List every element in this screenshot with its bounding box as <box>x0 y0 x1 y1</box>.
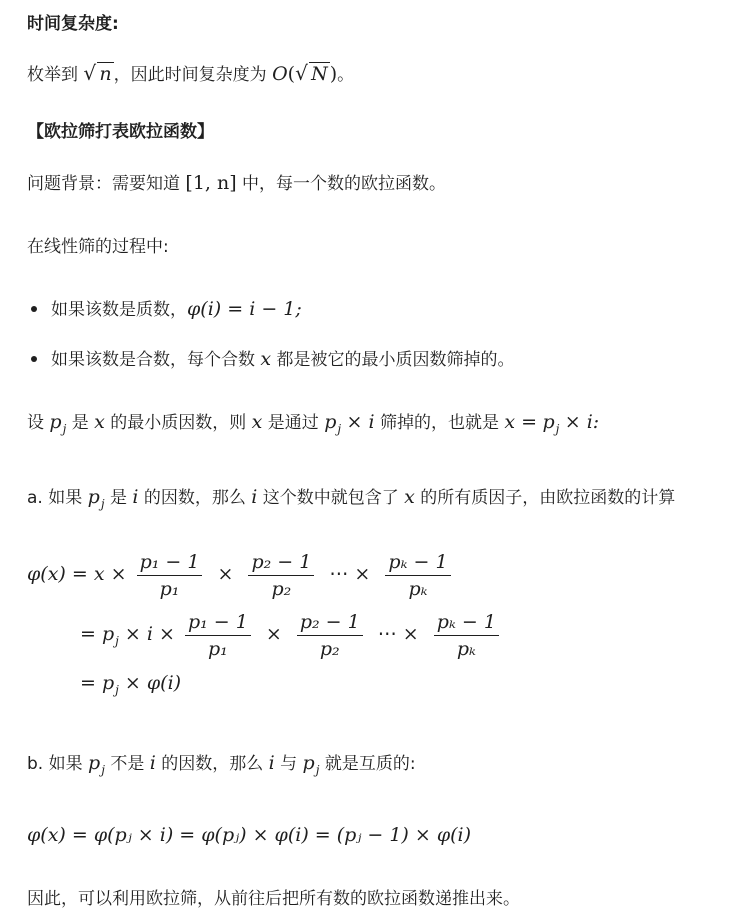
enum-suffix: 。 <box>337 65 355 85</box>
fraction-pk: $\frac{\text{pₖ − 1}}{\text{pₖ}}$ <box>385 550 450 600</box>
radical-icon: √ <box>295 61 308 85</box>
bullet-prime <box>51 297 302 322</box>
set-t1: 设 <box>27 413 44 433</box>
linear-sieve-intro: 在线性筛的过程中: <box>27 237 169 257</box>
pj: $p_j$ <box>87 486 105 511</box>
fraction-pk: $\frac{\text{pₖ − 1}}{\text{pₖ}}$ <box>434 610 499 660</box>
sqrt-N: √ N <box>295 61 328 85</box>
dots-op: ⋯ × <box>377 623 419 645</box>
conclusion: 因此，可以利用欧拉筛，从前往后把所有数的欧拉函数递推出来。 <box>27 889 520 909</box>
background-prefix: 问题背景：需要知道 <box>27 174 180 194</box>
case-a-t3: 的因数，那么 <box>143 488 246 508</box>
eq3-tail: × φ(i) <box>124 672 182 694</box>
x-var: x <box>404 486 415 508</box>
case-b-t4: 与 <box>280 754 298 774</box>
equation-b: φ(x) = φ(pⱼ × i) = φ(pⱼ) × φ(i) = (pⱼ − 1) × φ(i) <box>27 824 472 846</box>
set-t4: 是通过 <box>267 413 319 433</box>
case-a-t2: 是 <box>109 488 127 508</box>
background-line <box>27 171 446 196</box>
sqrt-n: √ n <box>83 61 112 85</box>
pj: $p_j$ <box>542 411 560 436</box>
x-eq: x = <box>504 411 538 433</box>
case-b-line <box>27 751 416 777</box>
set-end: × i: <box>564 411 600 433</box>
enum-line <box>27 62 354 87</box>
fraction-p2: $\frac{\text{p₂ − 1}}{\text{p₂}}$ <box>297 610 363 660</box>
bullet-after: 都是被它的最小质因数筛掉的。 <box>276 350 515 370</box>
eq2-lhs: = $p_j$ <box>80 623 119 648</box>
i-var: i <box>268 752 275 774</box>
equation-line-3 <box>80 672 182 697</box>
bullet-text: 如果该数是合数，每个合数 <box>51 350 255 370</box>
x-var: x <box>251 411 263 433</box>
equation-line-2 <box>80 610 503 660</box>
range-math: [1, n] <box>185 172 237 194</box>
bullet-dot-icon <box>31 356 37 362</box>
case-a-label: a. 如果 <box>27 488 83 508</box>
pj: $p_j$ <box>324 411 342 436</box>
big-o: O <box>272 63 288 85</box>
eq2-mid: × i × <box>124 623 175 645</box>
radical-icon: √ <box>83 61 97 85</box>
pj: $p_j$ <box>88 752 105 777</box>
eq1-lhs: φ(x) = x × <box>27 563 127 585</box>
case-a-line <box>27 485 675 511</box>
equation-line-1 <box>27 550 455 600</box>
case-b-t5: 就是互质的: <box>324 754 416 774</box>
set-line <box>27 410 599 436</box>
set-t2: 是 <box>71 413 89 433</box>
enum-prefix: 枚举到 <box>27 65 78 85</box>
fraction-p1: $\frac{\text{p₁ − 1}}{\text{p₁}}$ <box>185 610 251 660</box>
times-op: × <box>217 563 234 585</box>
section-title: 【欧拉筛打表欧拉函数】 <box>27 122 214 142</box>
set-t5: 筛掉的，也就是 <box>379 413 499 433</box>
fraction-p1: $\frac{\text{p₁ − 1}}{\text{p₁}}$ <box>137 550 203 600</box>
pj: $p_j$ <box>302 752 320 777</box>
bullet-dot-icon <box>31 306 37 312</box>
pj: $p_j$ <box>49 411 67 436</box>
paren-open: ( <box>287 63 296 85</box>
case-b-label: b. 如果 <box>27 754 83 774</box>
times-i: × i <box>346 411 375 433</box>
bullet-math: x <box>260 348 272 370</box>
times-op: × <box>265 623 282 645</box>
set-t3: 的最小质因数，则 <box>110 413 247 433</box>
case-a-t4: 这个数中就包含了 <box>262 488 399 508</box>
paren-close: ) <box>329 63 338 85</box>
dots-op: ⋯ × <box>329 563 371 585</box>
bullet-text: 如果该数是质数， <box>51 300 187 320</box>
case-a-t5: 的所有质因子，由欧拉函数的计算 <box>420 488 676 508</box>
background-suffix: 中，每一个数的欧拉函数。 <box>242 174 447 194</box>
bullet-math: φ(i) = i − 1; <box>187 298 302 320</box>
i-var: i <box>251 486 258 508</box>
fraction-p2: $\frac{\text{p₂ − 1}}{\text{p₂}}$ <box>248 550 314 600</box>
enum-middle: ，因此时间复杂度为 <box>113 65 267 85</box>
i-var: i <box>149 752 156 774</box>
x-var: x <box>94 411 105 433</box>
case-b-t2: 不是 <box>110 754 145 774</box>
bullet-composite <box>51 347 515 372</box>
case-b-t3: 的因数，那么 <box>161 754 264 774</box>
heading-time-complexity: 时间复杂度: <box>27 14 119 34</box>
i-var: i <box>132 486 139 508</box>
eq3-lhs: = $p_j$ <box>80 672 119 697</box>
